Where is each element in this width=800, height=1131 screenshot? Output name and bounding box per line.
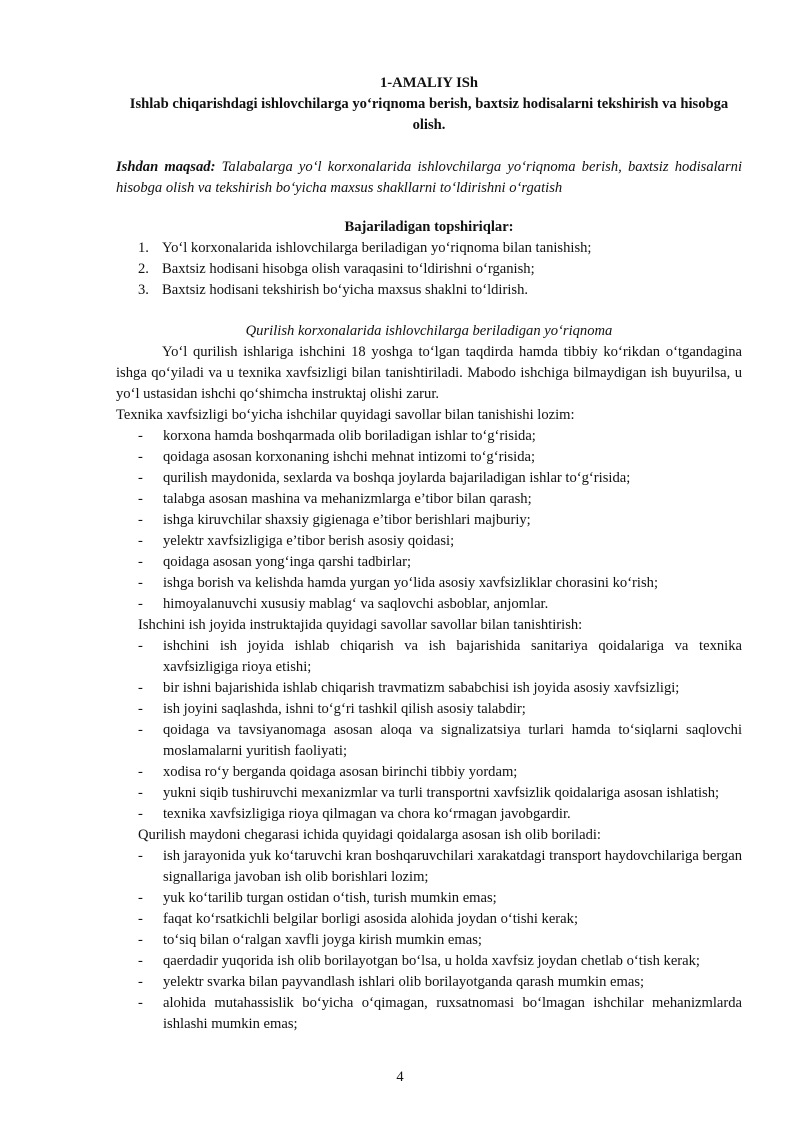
- list-item: - yukni siqib tushiruvchi mexanizmlar va turli transportni xavfsizlik qoidalariga asosan ishlatish;: [138, 785, 720, 801]
- list-item: - yelektr xavfsizligiga e’tibor berish asosiy qoidasi;: [138, 533, 455, 549]
- document-title: 1-AMALIY ISh: [380, 75, 478, 91]
- task-item: [138, 280, 742, 301]
- list-item: - texnika xavfsizligiga rioya qilmagan va chora ko‘rmagan javobgardir.: [138, 806, 571, 822]
- page-number: 4: [396, 1069, 404, 1085]
- workplace-instruction-list: [116, 636, 742, 825]
- goal-paragraph: [116, 157, 742, 199]
- list-item: - qoidaga va tavsiyanomaga asosan aloqa va signalizatsiya turlari hamda to‘siqlarni saqlovchi moslamalarni yuritish faoliyati;: [138, 722, 742, 759]
- list-item: - ishga borish va kelishda hamda yurgan yo‘lida asosiy xavfsizliklar chorasini ko‘rish;: [138, 575, 658, 591]
- tasks-heading: Bajariladigan topshiriqlar:: [344, 219, 514, 235]
- list-item: - ish joyini saqlashda, ishni to‘g‘ri tashkil qilish asosiy talabdir;: [138, 701, 526, 717]
- list2-lead: Ishchini ish joyida instruktajida quyidagi savollar savollar bilan tanishtirish:: [138, 617, 583, 633]
- list1-lead: Texnika xavfsizligi bo‘yicha ishchilar quyidagi savollar bilan tanishishi lozim:: [116, 407, 575, 423]
- list-item: - qurilish maydonida, sexlarda va boshqa joylarda bajariladigan ishlar to‘g‘risida;: [138, 470, 631, 486]
- task-number: 3.: [138, 282, 149, 298]
- safety-topics-list: [116, 426, 742, 615]
- list-item: - xodisa ro‘y berganda qoidaga asosan birinchi tibbiy yordam;: [138, 764, 518, 780]
- tasks-list: [116, 238, 742, 301]
- list-item: - ishchini ish joyida ishlab chiqarish va ish bajarishida sanitariya qoidalariga va texnika xavfsizligiga rioya etishi;: [138, 638, 742, 675]
- document-page: [116, 73, 742, 1035]
- goal-text: Talabalarga yo‘l korxonalarida ishlovchilarga yo‘riqnoma berish, baxtsiz hodisalarni hisobga olish va tekshirish bo‘yicha maxsus shakllarni to‘ldirishni o‘rgatish: [116, 159, 743, 196]
- list-item: - faqat ko‘rsatkichli belgilar borligi asosida alohida joydan o‘tishi kerak;: [138, 911, 578, 927]
- task-text: Baxtsiz hodisani tekshirish bo‘yicha maxsus shaklni to‘ldirish.: [162, 282, 529, 298]
- task-number: 1.: [138, 240, 149, 256]
- list-item: - yuk ko‘tarilib turgan ostidan o‘tish, turish mumkin emas;: [138, 890, 497, 906]
- list-item: - qaerdadir yuqorida ish olib borilayotgan bo‘lsa, u holda xavfsiz joydan chetlab o‘tish kerak;: [138, 953, 700, 969]
- intro-paragraph: Yo‘l qurilish ishlariga ishchini 18 yoshga to‘lgan taqdirda hamda tibbiy ko‘rikdan o‘tgandagina ishga qo‘yiladi va u texnika xavfsizligi bilan tanishtiriladi. Mabodo ishchiga bilmaydigan ish buyurilsa, u yo‘l ustasidan ishchi qo‘shimcha instruktaj olishi zarur.: [116, 344, 742, 402]
- list-item: - qoidaga asosan korxonaning ishchi mehnat intizomi to‘g‘risida;: [138, 449, 536, 465]
- task-number: 2.: [138, 261, 149, 277]
- list-item: - himoyalanuvchi xususiy mablag‘ va saqlovchi asboblar, anjomlar.: [138, 596, 549, 612]
- document-subtitle: Ishlab chiqarishdagi ishlovchilarga yo‘riqnoma berish, baxtsiz hodisalarni tekshirish va hisobga olish.: [129, 96, 729, 133]
- site-rules-list: [116, 846, 742, 1035]
- list-item: - alohida mutahassislik bo‘yicha o‘qimagan, ruxsatnomasi bo‘lmagan ishchilar mehanizmlarda ishlashi mumkin emas;: [138, 995, 742, 1032]
- list-item: - ishga kiruvchilar shaxsiy gigienaga e’tibor berishlari majburiy;: [138, 512, 531, 528]
- goal-label: Ishdan maqsad:: [116, 159, 216, 175]
- section-heading: Qurilish korxonalarida ishlovchilarga beriladigan yo‘riqnoma: [245, 323, 613, 339]
- list-item: - bir ishni bajarishida ishlab chiqarish travmatizm sababchisi ish joyida asosiy xavfsizligi;: [138, 680, 680, 696]
- task-text: Baxtsiz hodisani hisobga olish varaqasini to‘ldirishni o‘rganish;: [162, 261, 535, 277]
- list-item: - to‘siq bilan o‘ralgan xavfli joyga kirish mumkin emas;: [138, 932, 482, 948]
- list-item: - yelektr svarka bilan payvandlash ishlari olib borilayotganda qarash mumkin emas;: [138, 974, 645, 990]
- list-item: - talabga asosan mashina va mehanizmlarga e’tibor bilan qarash;: [138, 491, 532, 507]
- list-item: - korxona hamda boshqarmada olib boriladigan ishlar to‘g‘risida;: [138, 428, 536, 444]
- task-item: [138, 259, 742, 280]
- task-item: [138, 238, 742, 259]
- list-item: - qoidaga asosan yong‘inga qarshi tadbirlar;: [138, 554, 412, 570]
- task-text: Yo‘l korxonalarida ishlovchilarga beriladigan yo‘riqnoma bilan tanishish;: [162, 240, 592, 256]
- list3-lead: Qurilish maydoni chegarasi ichida quyidagi qoidalarga asosan ish olib boriladi:: [138, 827, 601, 843]
- list-item: - ish jarayonida yuk ko‘taruvchi kran boshqaruvchilari xarakatdagi transport haydovchilariga bergan signallariga javoban ish olib borishlari lozim;: [138, 848, 742, 885]
